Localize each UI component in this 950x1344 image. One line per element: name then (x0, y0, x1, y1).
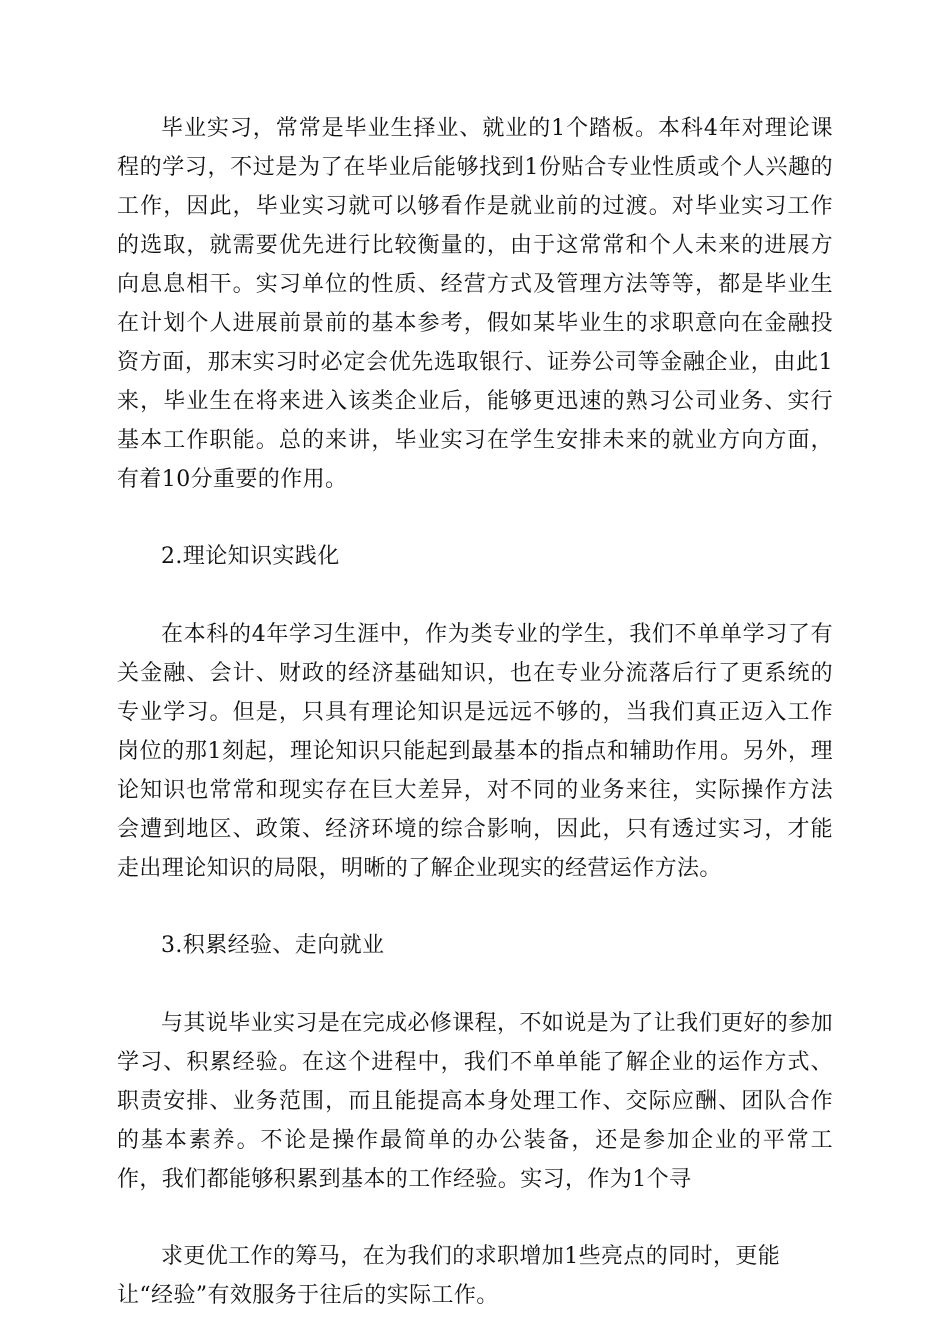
section-heading-experience: 3.积累经验、走向就业 (161, 933, 385, 958)
paragraph-continuation-line1: 求更优工作的筹马，在为我们的求职增加1些亮点的同时，更能 (161, 1244, 781, 1269)
paragraph-experience: 与其说毕业实习是在完成必修课程，不如说是为了让我们更好的参加学习、积累经验。在这个进程中，我们不单单能了解企业的运作方式、职责安排、业务范围，而且能提高本身处理工作、交际应酬、团队合作的基本素养。不论是操作最简单的办公装备，还是参加企业的平常工作，我们都能够积累到基本的工作经验。实习，作为1个寻 (117, 1011, 834, 1192)
paragraph-gap (117, 965, 833, 1004)
paragraph-gap (117, 499, 833, 537)
paragraph-gap (117, 1199, 833, 1237)
paragraph-theory-practice: 在本科的4年学习生涯中，作为类专业的学生，我们不单单学习了有关金融、会计、财政的经济基础知识，也在专业分流落后行了更系统的专业学习。但是，只具有理论知识是远远不够的，当我们真正迈入工作岗位的那1刻起，理论知识只能起到最基本的指点和辅助作用。另外，理论知识也常常和现实存在巨大差异，对不同的业务来往，实际操作方法会遭到地区、政策、经济环境的综合影响，因此，只有透过实习，才能走出理论知识的局限，明晰的了解企业现实的经营运作方法。 (117, 622, 833, 881)
section-heading-theory-practice: 2.理论知识实践化 (161, 544, 340, 569)
paragraph-gap (117, 576, 833, 615)
paragraph-continuation-line2: 让“经验”有效服务于往后的实际工作。 (117, 1283, 499, 1308)
paragraph-internship-role: 毕业实习，常常是毕业生择业、就业的1个踏板。本科4年对理论课程的学习，不过是为了在毕业后能够找到1份贴合专业性质或个人兴趣的工作，因此，毕业实习就可以够看作是就业前的过渡。对毕业实习工作的选取，就需要优先进行比较衡量的，由于这常常和个人未来的进展方向息息相干。实习单位的性质、经营方式及管理方法等等，都是毕业生在计划个人进展前景前的基本参考，假如某毕业生的求职意向在金融投资方面，那末实习时必定会优先选取银行、证券公司等金融企业，由此1来，毕业生在将来进入该类企业后，能够更迅速的熟习公司业务、实行基本工作职能。总的来讲，毕业实习在学生安排未来的就业方向方面，有着10分重要的作用。 (117, 116, 833, 492)
paragraph-gap (117, 888, 833, 926)
document-body (117, 109, 833, 1315)
